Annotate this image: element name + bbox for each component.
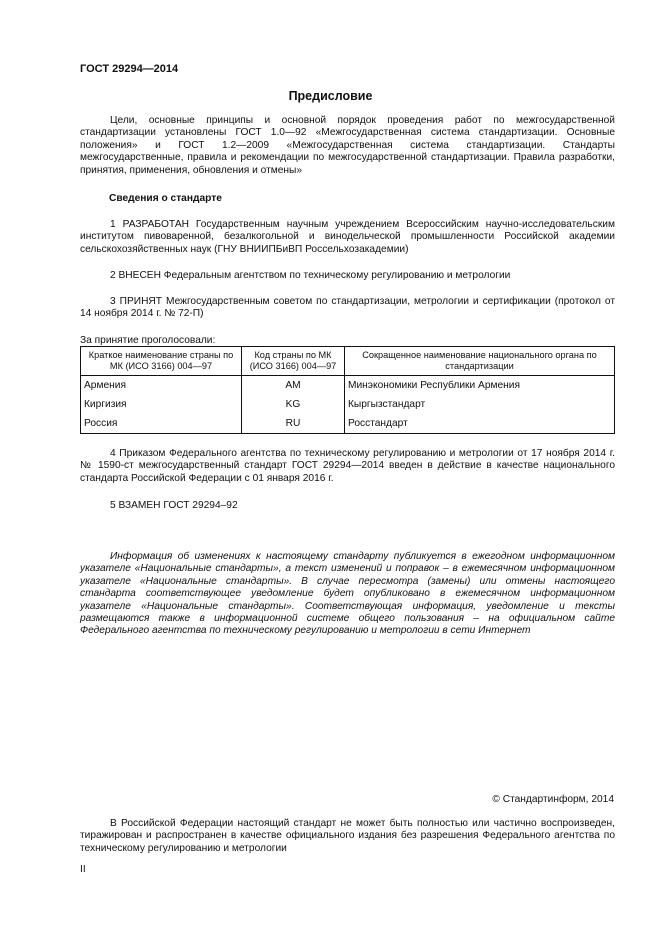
reproduction-notice: В Российской Федерации настоящий стандарт не может быть полностью или частично воспроизведен, тиражирован и распространен в качестве официального издания без разрешения Федерального агентства по техническому регулированию и метрологии (80, 818, 615, 854)
country-name-cell: Россия (81, 414, 242, 434)
table-header-row (81, 347, 615, 376)
page-number: II (80, 864, 86, 875)
enactment-item: 4 Приказом Федерального агентства по техническому регулированию и метрологии от 17 ноября 2014 г. № 1590-ст межгосударственный стандарт ГОСТ 29294—2014 введен в действие в качестве национального стандарта Российской Федерации с 01 января 2016 г. (80, 448, 615, 484)
country-name-cell: Киргизия (81, 395, 242, 414)
changes-info-notice: Информация об изменениях к настоящему стандарту публикуется в ежегодном информационном указателе «Национальные стандарты», а текст изменений и поправок – в ежемесячном информационном указателе «Национальные стандарты». В случае пересмотра (замены) или отмены настоящего стандарта соответствующее уведомление будет опубликовано в ежемесячном информационном указателе «Национальные стандарты». Соответствующая информация, уведомление и тексты размещаются также в информационной системе общего пользования – на официальном сайте Федерального агентства по техническому регулированию и метрологии в сети Интернет (80, 551, 615, 637)
table-row (81, 395, 615, 414)
replaces-item: 5 ВЗАМЕН ГОСТ 29294–92 (110, 500, 238, 511)
adopted-item: 3 ПРИНЯТ Межгосударственным советом по стандартизации, метрологии и сертификации (протокол от 14 ноября 2014 г. № 72-П) (80, 296, 615, 320)
header-country-name: Краткое наименование страны по МК (ИСО 3166) 004—97 (81, 347, 242, 376)
foreword-title: Предисловие (288, 89, 373, 103)
developer-item: 1 РАЗРАБОТАН Государственным научным учреждением Всероссийским научно-исследовательским институтом пивоваренной, безалкогольной и винодельческой промышленности Российской академии сельскохозяйственных наук (ГНУ ВНИИПБиВП Россельхозакадемии) (80, 219, 615, 255)
header-standards-body: Сокращенное наименование национального органа по стандартизации (345, 347, 615, 376)
country-code-cell: RU (242, 414, 345, 434)
foreword-intro: Цели, основные принципы и основной порядок проведения работ по межгосударственной стандартизации установлены ГОСТ 1.0—92 «Межгосударственная система стандартизации. Основные положения» и ГОСТ 1.2—2009 «Межгосударственная система стандартизации. Стандарты межгосударственные, правила и рекомендации по межгосударственной стандартизации. Правила разработки, принятия, применения, обновления и отмены» (80, 115, 615, 176)
country-code-cell: KG (242, 395, 345, 414)
standards-body-cell: Минэкономики Республики Армения (345, 376, 615, 396)
header-country-code: Код страны по МК (ИСО 3166) 004—97 (242, 347, 345, 376)
voting-table (80, 346, 615, 434)
country-code-cell: AM (242, 376, 345, 396)
standard-info-heading: Сведения о стандарте (109, 193, 222, 204)
document-code: ГОСТ 29294—2014 (80, 63, 179, 75)
voting-label: За принятие проголосовали: (80, 335, 216, 346)
standards-body-cell: Росстандарт (345, 414, 615, 434)
table-row (81, 376, 615, 396)
table-row (81, 414, 615, 434)
copyright-notice: © Стандартинформ, 2014 (492, 794, 614, 805)
standards-body-cell: Кыргызстандарт (345, 395, 615, 414)
introduced-item: 2 ВНЕСЕН Федеральным агентством по техническому регулированию и метрологии (110, 270, 511, 281)
country-name-cell: Армения (81, 376, 242, 396)
